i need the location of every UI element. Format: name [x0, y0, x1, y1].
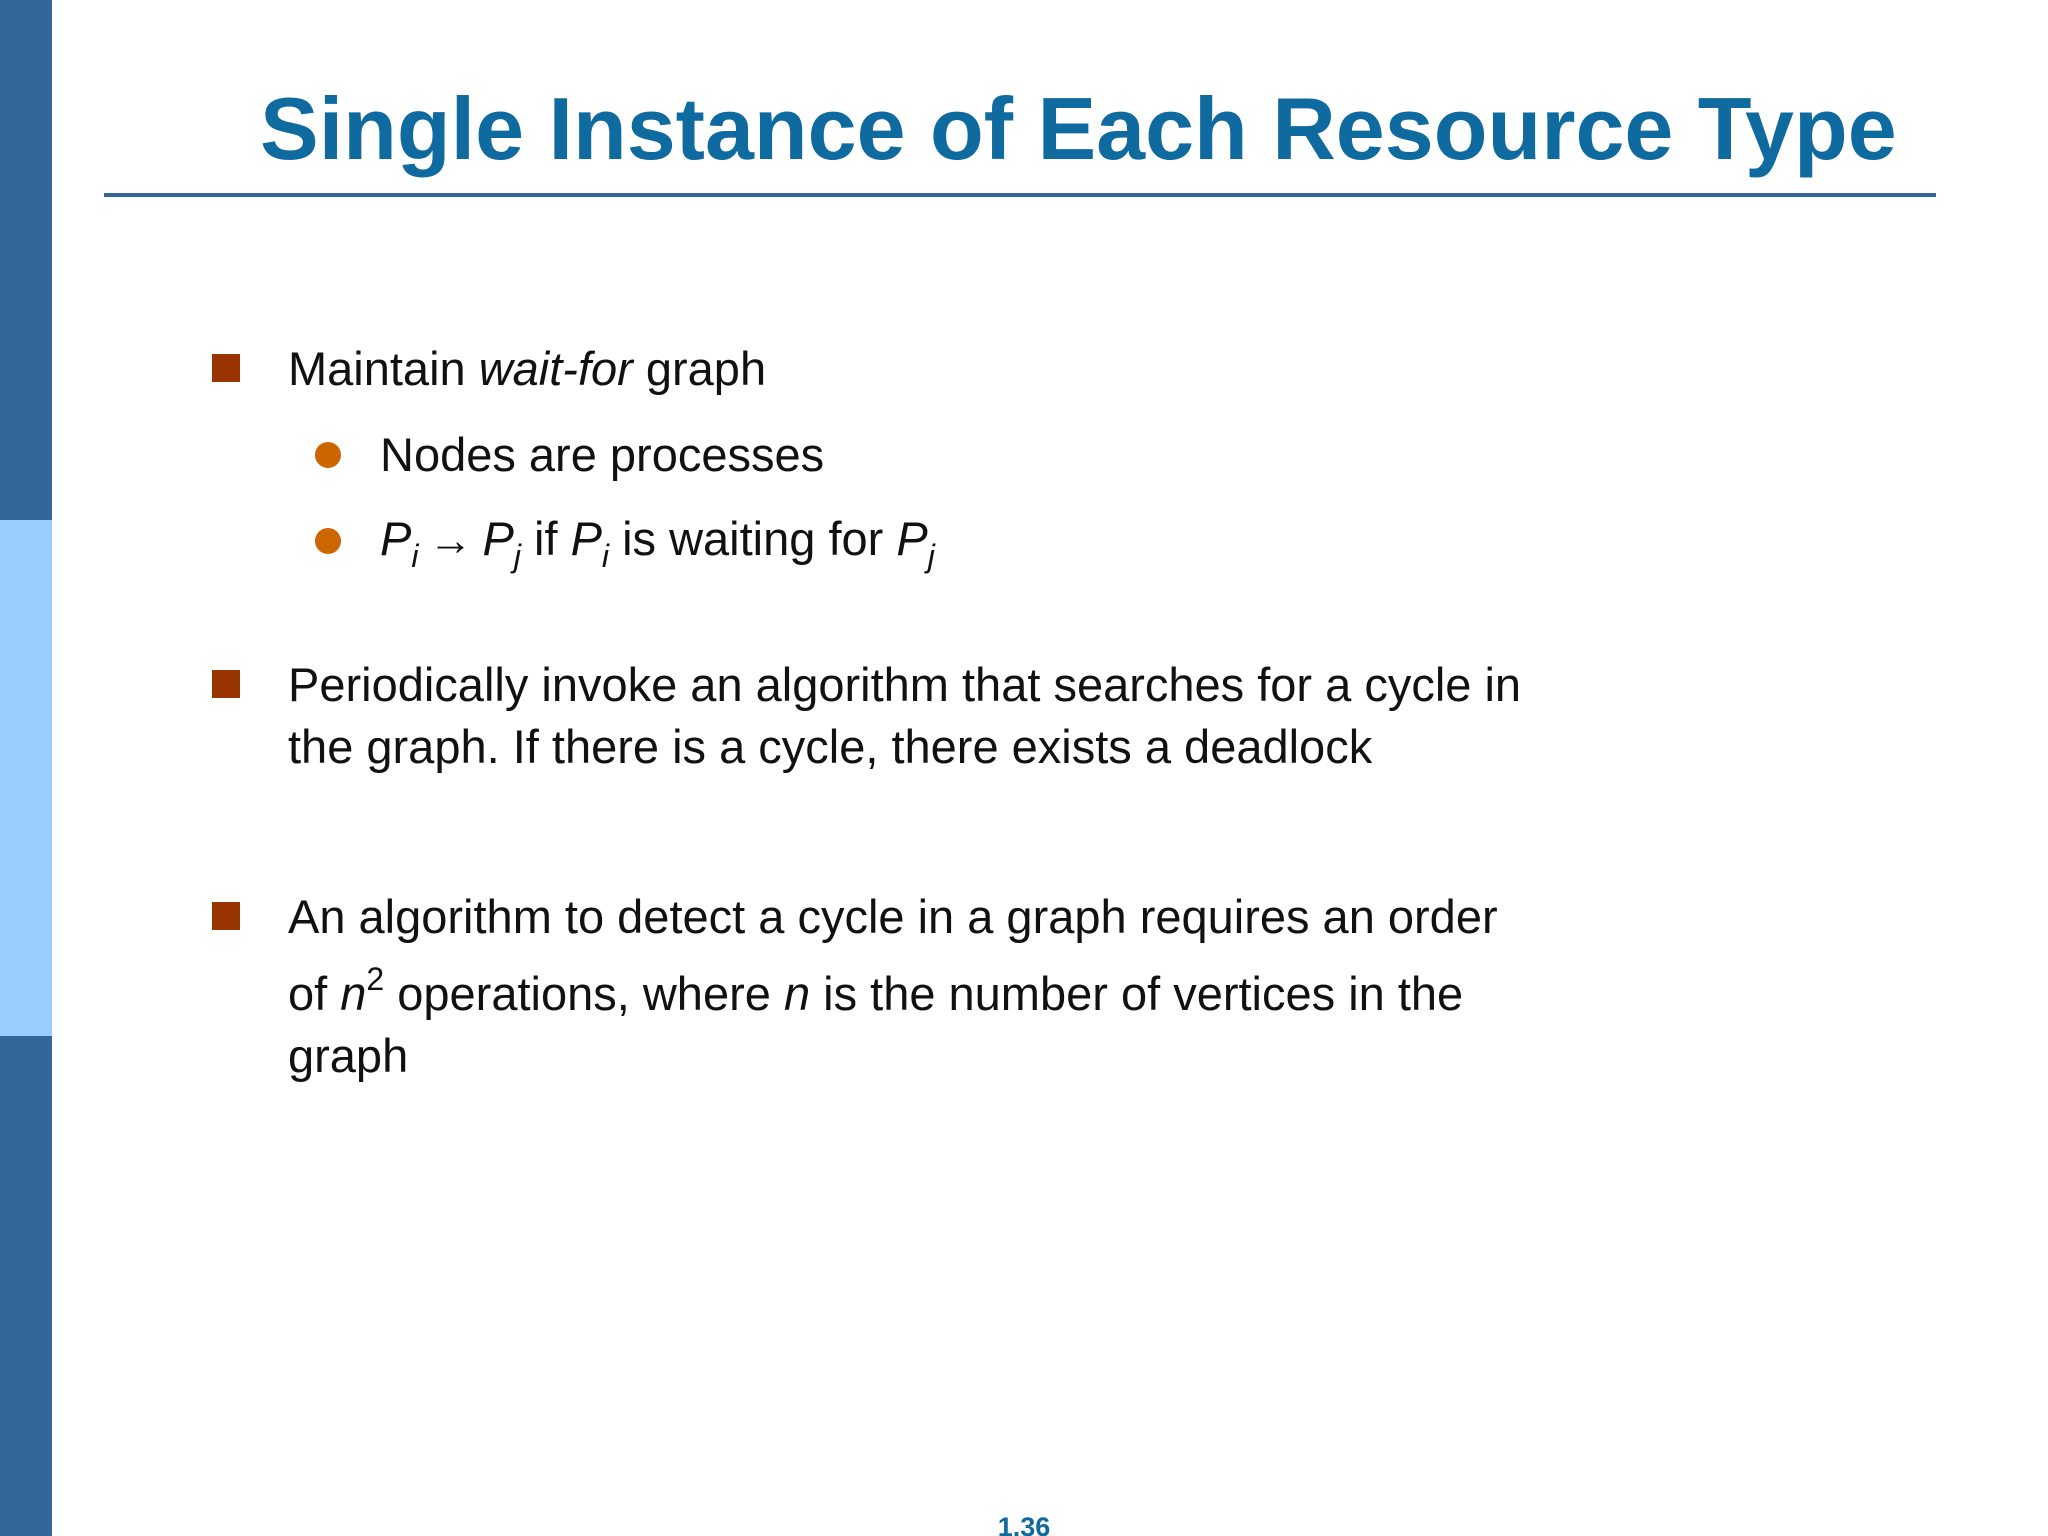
right-arrow-icon: → [428, 516, 473, 565]
subscript-i: i [411, 538, 419, 574]
bullet-text: graph [632, 342, 767, 395]
bullet-periodic-detection [288, 654, 1521, 778]
process-symbol: P [482, 512, 514, 565]
process-symbol: P [570, 512, 602, 565]
process-symbol: P [380, 512, 412, 565]
sub-bullet-nodes: Nodes are processes [380, 428, 825, 481]
subscript-i: i [601, 538, 610, 574]
sidebar-decoration [0, 0, 52, 1536]
bullet-line: An algorithm to detect a cycle in a graph requires an order [288, 890, 1498, 943]
slide-title: Single Instance of Each Resource Type [260, 79, 1897, 178]
bullet-text: is the number of vertices in the [810, 967, 1464, 1020]
sub-bullet-edge-definition [380, 508, 935, 587]
title-underline [104, 193, 1936, 197]
bullet-line [288, 948, 1498, 1025]
sidebar-segment-middle [0, 520, 52, 1036]
bullet-line: the graph. If there is a cycle, there exists a deadlock [288, 720, 1373, 773]
process-symbol: P [896, 512, 928, 565]
bullet-maintain-graph [288, 338, 766, 400]
subscript-j: j [513, 538, 521, 574]
sidebar-segment-top [0, 0, 52, 520]
bullet-line: Periodically invoke an algorithm that searches for a cycle in [288, 658, 1522, 711]
bullet-text: of [288, 967, 341, 1020]
bullet-text: operations, where [384, 967, 784, 1020]
square-bullet-icon [212, 354, 240, 382]
bullet-italic-term: wait-for [478, 342, 633, 395]
variable-n: n [340, 967, 367, 1020]
bullet-text: is waiting for [609, 512, 897, 565]
square-bullet-icon [212, 902, 240, 930]
subscript-j: j [927, 538, 935, 574]
sidebar-segment-bottom [0, 1036, 52, 1536]
square-bullet-icon [212, 670, 240, 698]
bullet-line: graph [288, 1029, 409, 1082]
bullet-text: if [520, 512, 571, 565]
bullet-cycle-complexity [288, 886, 1498, 1087]
variable-n: n [783, 967, 811, 1020]
bullet-text: Maintain [288, 342, 479, 395]
round-bullet-icon [315, 528, 341, 554]
round-bullet-icon [315, 442, 341, 468]
page-number: 1.36 [997, 1512, 1051, 1536]
superscript-exponent: 2 [366, 961, 385, 997]
